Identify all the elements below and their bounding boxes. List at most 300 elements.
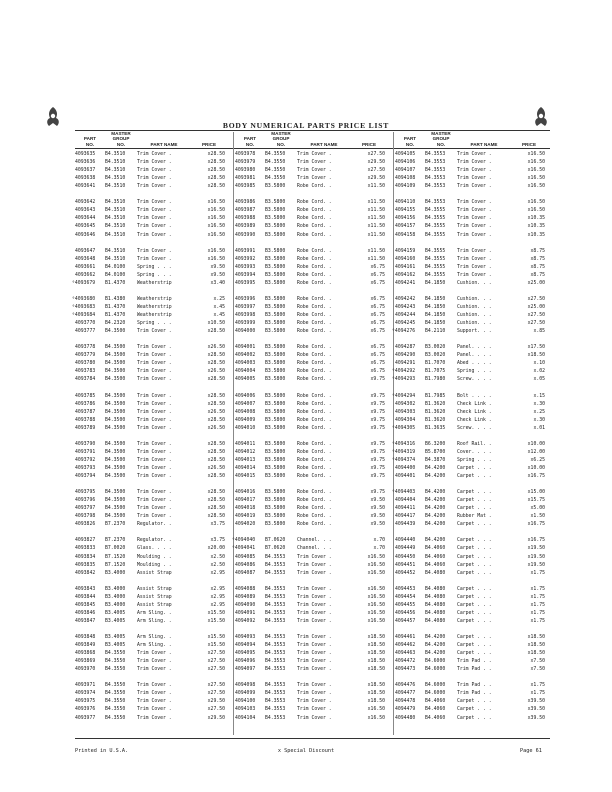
part-number: 4093868: [75, 651, 96, 657]
part-number: 4094476: [395, 683, 416, 689]
part-name: Trim Cover .: [457, 176, 492, 182]
price: x3.40: [210, 280, 225, 286]
price: x26.50: [207, 425, 225, 431]
group-number: B3.5800: [265, 280, 286, 286]
part-name: Robe Cord. .: [297, 272, 332, 278]
part-number: 4093989: [235, 224, 256, 230]
price: x.45: [213, 304, 225, 310]
price: x3.75: [210, 538, 225, 544]
group-number: B3.5800: [265, 321, 286, 327]
group-number: B1.4370: [105, 313, 126, 318]
group-number: B4.3510: [105, 216, 126, 222]
part-name: Robe Cord. .: [297, 321, 332, 327]
part-number: 4094452: [395, 570, 416, 576]
part-number: 4093638: [75, 176, 96, 182]
part-number: 4093789: [75, 425, 96, 431]
group-number: B4.4200: [425, 490, 446, 496]
part-name: Trim Cover .: [137, 248, 172, 254]
part-number: 4093977: [75, 715, 96, 721]
part-number: 4093787: [75, 409, 96, 415]
price: x10.35: [527, 224, 545, 230]
part-name: Trim Cover .: [137, 401, 172, 407]
part-number: 4094287: [395, 345, 416, 351]
part-number: 4094453: [395, 586, 416, 592]
group-number: B1.3620: [425, 409, 446, 415]
part-number: 4094005: [235, 377, 256, 383]
price: x16.50: [207, 216, 225, 222]
part-name: Glass. . . .: [137, 546, 172, 552]
part-number: 4093785: [75, 393, 96, 399]
part-name: Assist Strap: [137, 594, 172, 600]
part-number: 4094095: [235, 651, 256, 657]
column-header-price: PRICE: [521, 141, 537, 147]
price: x1.75: [530, 570, 545, 576]
price: x11.50: [367, 232, 385, 238]
price: x2.95: [210, 586, 225, 592]
group-number: B4.4200: [425, 538, 446, 544]
price: x10.35: [527, 232, 545, 238]
group-number: B4.4200: [425, 514, 446, 520]
part-name: Robe Cord. .: [297, 393, 332, 399]
group-number: B1.4370: [105, 304, 126, 310]
part-number: 4094019: [235, 514, 256, 520]
part-name: Trim Cover .: [137, 152, 172, 157]
group-number: B4.3553: [425, 184, 446, 190]
part-name: Robe Cord. .: [297, 329, 332, 335]
column-header-part: PART NO.: [83, 136, 97, 147]
group-number: B4.1850: [425, 296, 446, 302]
part-name: Trim Cover .: [457, 264, 492, 270]
price: x9.75: [370, 441, 385, 447]
part-name: Carpet . . .: [457, 522, 492, 528]
price: x9.75: [370, 474, 385, 479]
part-name: Trim Cover .: [137, 168, 172, 174]
price: x16.50: [527, 176, 545, 182]
part-name: Trim Cover .: [137, 216, 172, 222]
price: x11.50: [367, 224, 385, 230]
part-number: 4093797: [75, 506, 96, 512]
price: x28.50: [207, 184, 225, 190]
part-name: Arm Sling. .: [137, 635, 172, 640]
part-name: Arm Sling. .: [137, 610, 172, 616]
part-name: Check Link .: [457, 401, 492, 407]
group-number: B3.5800: [265, 522, 286, 528]
part-name: Trim Cover .: [137, 691, 172, 697]
part-number: 4093635: [75, 152, 96, 157]
part-number: 4094088: [235, 586, 256, 592]
price: x6.75: [370, 280, 385, 286]
group-number: B3.5800: [265, 313, 286, 318]
price: x29.50: [207, 715, 225, 721]
price: x19.50: [527, 546, 545, 552]
group-number: B4.3500: [105, 409, 126, 415]
group-number: B3.4000: [105, 586, 126, 592]
part-name: Spring . . .: [137, 264, 172, 270]
part-name: Trim Pad . .: [457, 691, 492, 697]
price: x9.50: [370, 498, 385, 504]
part-number: 4094462: [395, 643, 416, 649]
part-number: 4094018: [235, 506, 256, 512]
group-number: B4.4080: [425, 618, 446, 624]
price: x28.50: [207, 353, 225, 359]
part-name: Trim Cover .: [297, 602, 332, 608]
part-name: Regulator. .: [137, 538, 172, 544]
group-number: B3.4005: [105, 643, 126, 649]
part-number: 4094400: [395, 465, 416, 471]
group-number: B3.5800: [265, 216, 286, 222]
part-number: 4093979: [235, 160, 256, 166]
price: x1.75: [530, 618, 545, 624]
part-name: Moulding . .: [137, 562, 172, 568]
price: x9.75: [370, 393, 385, 399]
part-number: 4093995: [235, 280, 256, 286]
part-number: ⁰4094041: [232, 546, 256, 552]
price: x8.75: [530, 248, 545, 254]
part-number: 4094012: [235, 449, 256, 455]
price: x6.75: [370, 296, 385, 302]
part-number: 4093778: [75, 345, 96, 351]
price: x.15: [533, 393, 545, 399]
part-name: Robe Cord. .: [297, 264, 332, 270]
group-number: B4.3500: [105, 353, 126, 359]
price: x.30: [533, 417, 545, 423]
price: x16.50: [367, 618, 385, 624]
group-number: B4.3500: [105, 449, 126, 455]
group-number: B7.0620: [265, 538, 286, 544]
part-number: 4093795: [75, 490, 96, 496]
price: x17.50: [527, 345, 545, 351]
part-name: Trim Cover .: [457, 152, 492, 157]
part-name: Trim Cover .: [137, 498, 172, 504]
part-number: 4093992: [235, 256, 256, 262]
part-name: Bolt . . . .: [457, 393, 492, 399]
price: x1.50: [530, 514, 545, 520]
header-top-rule: [75, 130, 550, 131]
part-number: 4094109: [395, 184, 416, 190]
price: x16.50: [367, 602, 385, 608]
group-number: B4.3553: [265, 635, 286, 640]
price: x.05: [533, 377, 545, 383]
price: x16.50: [527, 200, 545, 206]
group-number: B4.3553: [265, 602, 286, 608]
group-number: B3.5800: [265, 272, 286, 278]
part-number: 4094461: [395, 635, 416, 640]
part-name: Regulator. .: [137, 522, 172, 528]
part-name: Check Link .: [457, 409, 492, 415]
column-header-group: MASTER GROUP NO.: [271, 130, 291, 147]
part-number: 4093971: [75, 683, 96, 689]
part-number: 4094000: [235, 329, 256, 335]
price: x16.50: [367, 554, 385, 560]
part-name: Robe Cord. .: [297, 377, 332, 383]
part-number: 4093788: [75, 417, 96, 423]
part-number: ⁰4094292: [392, 369, 416, 375]
part-number: 4094002: [235, 353, 256, 359]
group-number: B4.3550: [105, 667, 126, 673]
group-number: B3.5800: [265, 409, 286, 415]
part-number: 4093662: [75, 272, 96, 278]
page-title: BODY NUMERICAL PARTS PRICE LIST: [222, 121, 390, 130]
group-number: B1.3620: [425, 417, 446, 423]
part-number: 4094302: [395, 401, 416, 407]
part-number: 4093848: [75, 635, 96, 640]
price: x16.50: [207, 256, 225, 262]
part-name: Spring . . .: [457, 369, 492, 375]
group-number: B4.3550: [105, 651, 126, 657]
group-number: B4.4200: [425, 506, 446, 512]
group-number: B4.3553: [265, 618, 286, 624]
part-name: Trim Cover .: [297, 667, 332, 673]
part-name: Trim Cover .: [297, 691, 332, 697]
group-number: B4.3500: [105, 377, 126, 383]
part-name: Carpet . . .: [457, 562, 492, 568]
price: x16.50: [367, 610, 385, 616]
part-name: Trim Cover .: [457, 184, 492, 190]
price: x16.50: [367, 570, 385, 576]
part-number: 4094085: [235, 554, 256, 560]
price: x9.75: [370, 490, 385, 496]
part-name: Carpet . . .: [457, 546, 492, 552]
part-number: 4093794: [75, 474, 96, 479]
group-number: B3.5800: [265, 264, 286, 270]
part-name: Carpet . . .: [457, 602, 492, 608]
group-number: B4.4200: [425, 635, 446, 640]
part-name: Robe Cord. .: [297, 200, 332, 206]
price: x19.50: [527, 554, 545, 560]
price: x16.50: [527, 160, 545, 166]
part-name: Check Link .: [457, 417, 492, 423]
part-number: 4093986: [235, 200, 256, 206]
group-number: B4.3500: [105, 369, 126, 375]
part-number: 4094010: [235, 425, 256, 431]
group-number: B4.2110: [425, 329, 446, 335]
price: x2.95: [210, 594, 225, 600]
part-number: 4094003: [235, 361, 256, 367]
price: x16.75: [527, 538, 545, 544]
price: x26.50: [207, 409, 225, 415]
price: x9.50: [370, 506, 385, 512]
price: x.25: [533, 409, 545, 415]
group-number: B3.5800: [265, 296, 286, 302]
part-name: Carpet . . .: [457, 699, 492, 705]
part-name: Robe Cord. .: [297, 353, 332, 359]
group-number: B4.3500: [105, 361, 126, 367]
part-name: Trim Cover .: [137, 361, 172, 367]
part-number: 4094455: [395, 602, 416, 608]
price: x28.50: [207, 506, 225, 512]
group-number: B1.7985: [425, 393, 446, 399]
group-number: B4.3510: [105, 152, 126, 157]
part-name: Trim Cover .: [137, 208, 172, 214]
part-number: 4093834: [75, 554, 96, 560]
price: x1.75: [530, 586, 545, 592]
part-number: 4094007: [235, 401, 256, 407]
price: x25.00: [527, 304, 545, 310]
part-name: Trim Cover .: [137, 393, 172, 399]
part-name: Robe Cord. .: [297, 361, 332, 367]
group-number: B4.6000: [425, 667, 446, 673]
part-number: 4093974: [75, 691, 96, 697]
group-number: B4.4080: [425, 610, 446, 616]
price: x18.50: [527, 353, 545, 359]
part-name: Trim Cover .: [137, 506, 172, 512]
price: x12.00: [527, 449, 545, 455]
group-number: B3.5800: [265, 474, 286, 479]
price: x27.50: [527, 296, 545, 302]
price: x26.50: [207, 465, 225, 471]
price: x28.50: [207, 377, 225, 383]
price: x18.50: [367, 683, 385, 689]
part-name: Trim Cover .: [297, 168, 332, 174]
part-number: 4093798: [75, 514, 96, 520]
part-name: Carpet . . .: [457, 586, 492, 592]
group-number: B4.3553: [265, 707, 286, 713]
group-number: B4.4060: [425, 699, 446, 705]
part-name: Trim Cover .: [137, 417, 172, 423]
part-number: 4093648: [75, 256, 96, 262]
group-number: B3.5800: [265, 232, 286, 238]
group-number: B4.3550: [105, 659, 126, 665]
part-name: Trim Cover .: [297, 618, 332, 624]
price: x2.50: [210, 562, 225, 568]
part-name: Robe Cord. .: [297, 304, 332, 310]
part-number: 4094245: [395, 321, 416, 327]
price: x6.75: [370, 264, 385, 270]
part-name: Robe Cord. .: [297, 280, 332, 286]
group-number: B4.3500: [105, 329, 126, 335]
part-number: 4093637: [75, 168, 96, 174]
part-number: 4094473: [395, 667, 416, 673]
part-name: Trim Cover .: [137, 465, 172, 471]
group-number: B4.4200: [425, 498, 446, 504]
group-number: B4.3555: [425, 216, 446, 222]
part-number: 4094290: [395, 353, 416, 359]
footer-rule: [75, 738, 550, 739]
price: x16.50: [207, 224, 225, 230]
part-number: 4094478: [395, 699, 416, 705]
part-number: 4093844: [75, 594, 96, 600]
part-name: Channel. . .: [297, 538, 332, 544]
price: x27.50: [207, 691, 225, 697]
group-number: B4.3550: [105, 691, 126, 697]
part-number: 4094401: [395, 474, 416, 479]
part-name: Carpet . . .: [457, 538, 492, 544]
group-number: B3.5800: [265, 490, 286, 496]
part-name: Cushion. . .: [457, 304, 492, 310]
price: x28.50: [207, 474, 225, 479]
part-name: Trim Cover .: [297, 610, 332, 616]
price: x10.00: [527, 441, 545, 447]
part-name: Screw. . . .: [457, 377, 492, 383]
part-number: 4093849: [75, 643, 96, 649]
part-number: 4093833: [75, 546, 96, 552]
price: x9.75: [370, 417, 385, 423]
price: x27.50: [207, 659, 225, 665]
part-number: 4093643: [75, 208, 96, 214]
group-number: B7.1520: [105, 562, 126, 568]
price: x9.75: [370, 425, 385, 431]
part-name: Spring . . .: [137, 321, 172, 327]
group-number: B3.5800: [265, 449, 286, 455]
part-number: 4094159: [395, 248, 416, 254]
part-name: Trim Cover .: [297, 562, 332, 568]
part-number: 4093644: [75, 216, 96, 222]
price: x5.00: [530, 506, 545, 512]
part-name: Trim Cover .: [137, 449, 172, 455]
price: x16.50: [367, 586, 385, 592]
price: x11.50: [367, 184, 385, 190]
group-number: B4.3510: [105, 168, 126, 174]
price: x6.75: [370, 329, 385, 335]
part-number: 4093661: [75, 264, 96, 270]
group-number: B3.4005: [105, 618, 126, 624]
price: x6.75: [370, 321, 385, 327]
group-number: B4.3553: [265, 659, 286, 665]
group-number: B4.3510: [105, 160, 126, 166]
part-name: Trim Cover .: [457, 272, 492, 278]
price: x15.75: [527, 498, 545, 504]
part-name: Trim Cover .: [137, 345, 172, 351]
part-number: 4093970: [75, 667, 96, 673]
column-header-name: PART NAME: [310, 141, 338, 147]
group-number: B4.3550: [265, 176, 286, 182]
group-number: B4.4060: [425, 546, 446, 552]
part-number: 4094106: [395, 160, 416, 166]
part-number: 4093978: [235, 152, 256, 157]
part-number: 4094006: [235, 393, 256, 399]
part-number: 4094243: [395, 304, 416, 310]
group-number: B7.0620: [265, 546, 286, 552]
part-number: ⁰4094293: [392, 377, 416, 383]
part-name: Trim Cover .: [457, 160, 492, 166]
part-number: 4094303: [395, 409, 416, 415]
group-number: B4.3553: [265, 594, 286, 600]
part-number: ⁰4094319: [392, 449, 416, 455]
part-number: 4093990: [235, 232, 256, 238]
part-number: 4094160: [395, 256, 416, 262]
column-header-price: PRICE: [201, 141, 217, 147]
group-number: B3.0020: [425, 345, 446, 351]
group-number: B4.3510: [105, 232, 126, 238]
group-number: B1.7075: [425, 369, 446, 375]
part-number: 4094479: [395, 707, 416, 713]
part-number: 4094439: [395, 522, 416, 528]
part-number: ⁰4094294: [392, 393, 416, 399]
group-number: B4.6000: [425, 683, 446, 689]
part-number: 4093784: [75, 377, 96, 383]
part-number: 4093636: [75, 160, 96, 166]
part-name: Panel. . . .: [457, 353, 492, 359]
part-name: Trim Cover .: [137, 369, 172, 375]
part-number: ⁰4094403: [392, 490, 416, 496]
part-name: Panel. . . .: [457, 345, 492, 351]
group-number: B4.3555: [425, 264, 446, 270]
part-number: 4094094: [235, 643, 256, 649]
price: x9.50: [370, 514, 385, 520]
group-number: B4.3510: [105, 248, 126, 254]
group-number: B1.7980: [425, 377, 446, 383]
group-number: B4.6000: [425, 691, 446, 697]
part-name: Trim Cover .: [297, 554, 332, 560]
price: x28.50: [207, 441, 225, 447]
price: x18.50: [367, 667, 385, 673]
price: x7.50: [530, 667, 545, 673]
part-number: 4094241: [395, 280, 416, 286]
part-number: 4093642: [75, 200, 96, 206]
group-number: B4.3553: [425, 168, 446, 174]
part-name: Robe Cord. .: [297, 449, 332, 455]
price: x29.50: [367, 176, 385, 182]
